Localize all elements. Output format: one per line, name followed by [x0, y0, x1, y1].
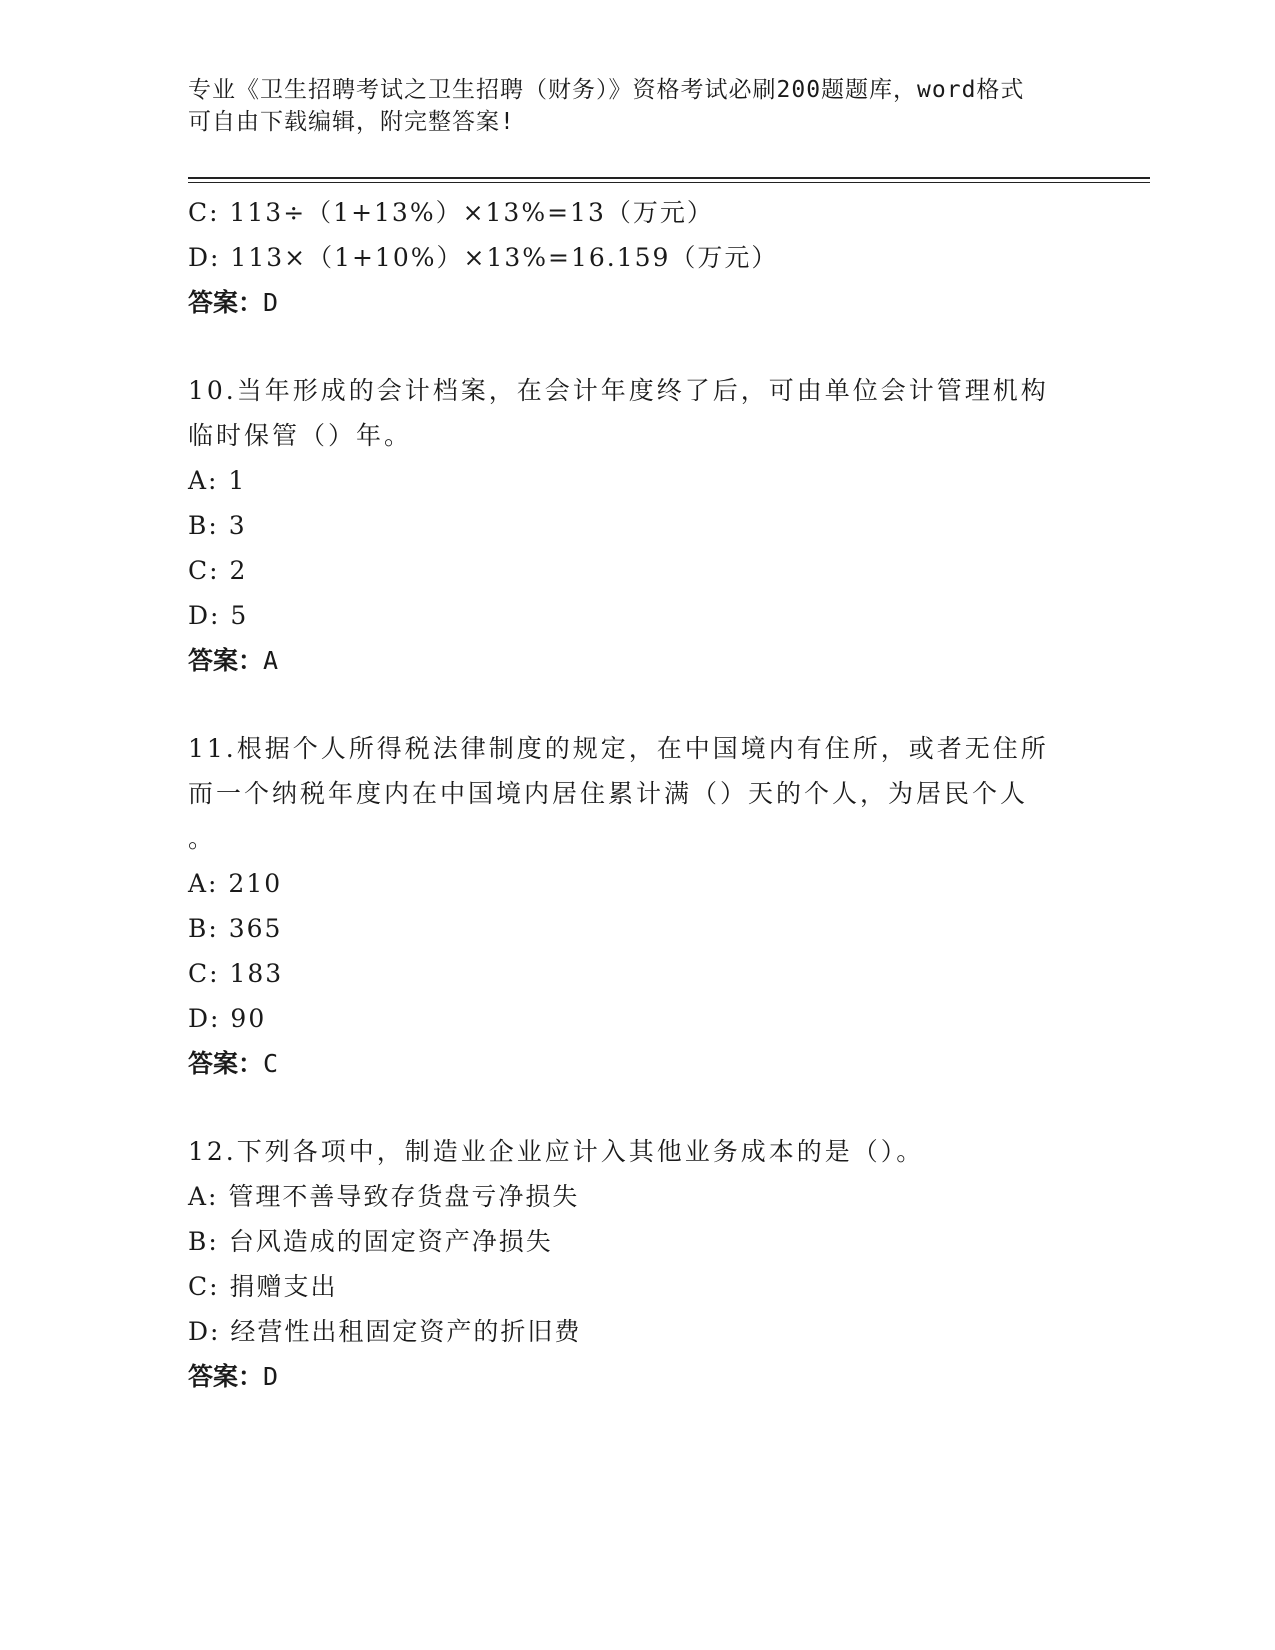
- question-10: [188, 368, 1088, 684]
- option-a: A: 管理不善导致存货盘亏净损失: [188, 1182, 580, 1211]
- question-stem-line: 10.当年形成的会计档案，在会计年度终了后，可由单位会计管理机构: [188, 376, 1049, 405]
- answer-value: C: [263, 1049, 279, 1078]
- answer-line: [188, 1041, 1088, 1087]
- header-divider-bottom: [188, 182, 1150, 183]
- option-c: C: 2: [188, 556, 248, 585]
- answer-line: [188, 638, 1088, 684]
- question-stem-line: 11.根据个人所得税法律制度的规定，在中国境内有住所，或者无住所: [188, 734, 1049, 763]
- option-c: C: 113÷（1+13%）×13%=13（万元）: [188, 198, 714, 227]
- answer-label: 答案：: [188, 1362, 264, 1391]
- header-line-1: 专业《卫生招聘考试之卫生招聘（财务）》资格考试必刷200题题库，word格式: [188, 77, 1025, 103]
- answer-label: 答案：: [188, 288, 264, 317]
- option-c: C: 183: [188, 959, 284, 988]
- question-stem-line: 临时保管（）年。: [188, 421, 413, 450]
- question-9-tail: [188, 190, 1088, 326]
- header-divider-top: [188, 177, 1150, 179]
- answer-value: A: [263, 646, 279, 675]
- answer-line: [188, 280, 1088, 326]
- option-b: B: 台风造成的固定资产净损失: [188, 1227, 553, 1256]
- option-d: D: 经营性出租固定资产的折旧费: [188, 1317, 582, 1346]
- option-b: B: 3: [188, 511, 247, 540]
- option-a: A: 1: [188, 466, 247, 495]
- answer-value: D: [263, 288, 279, 317]
- question-stem-line: 。: [188, 824, 217, 853]
- header-line-2: 可自由下载编辑，附完整答案!: [188, 109, 515, 135]
- option-a: A: 210: [188, 869, 283, 898]
- answer-line: [188, 1354, 1088, 1400]
- answer-value: D: [263, 1362, 279, 1391]
- question-list: [188, 190, 1088, 1400]
- option-d: D: 113×（1+10%）×13%=16.159（万元）: [188, 243, 779, 272]
- question-stem-line: 12.下列各项中，制造业企业应计入其他业务成本的是（）。: [188, 1137, 925, 1166]
- question-12: [188, 1129, 1088, 1400]
- question-11: [188, 726, 1088, 1087]
- document-header: [188, 74, 1068, 138]
- option-b: B: 365: [188, 914, 283, 943]
- answer-label: 答案：: [188, 1049, 264, 1078]
- option-d: D: 5: [188, 601, 249, 630]
- answer-label: 答案：: [188, 646, 264, 675]
- option-d: D: 90: [188, 1004, 267, 1033]
- question-stem-line: 而一个纳税年度内在中国境内居住累计满（）天的个人，为居民个人: [188, 779, 1029, 808]
- option-c: C: 捐赠支出: [188, 1272, 338, 1301]
